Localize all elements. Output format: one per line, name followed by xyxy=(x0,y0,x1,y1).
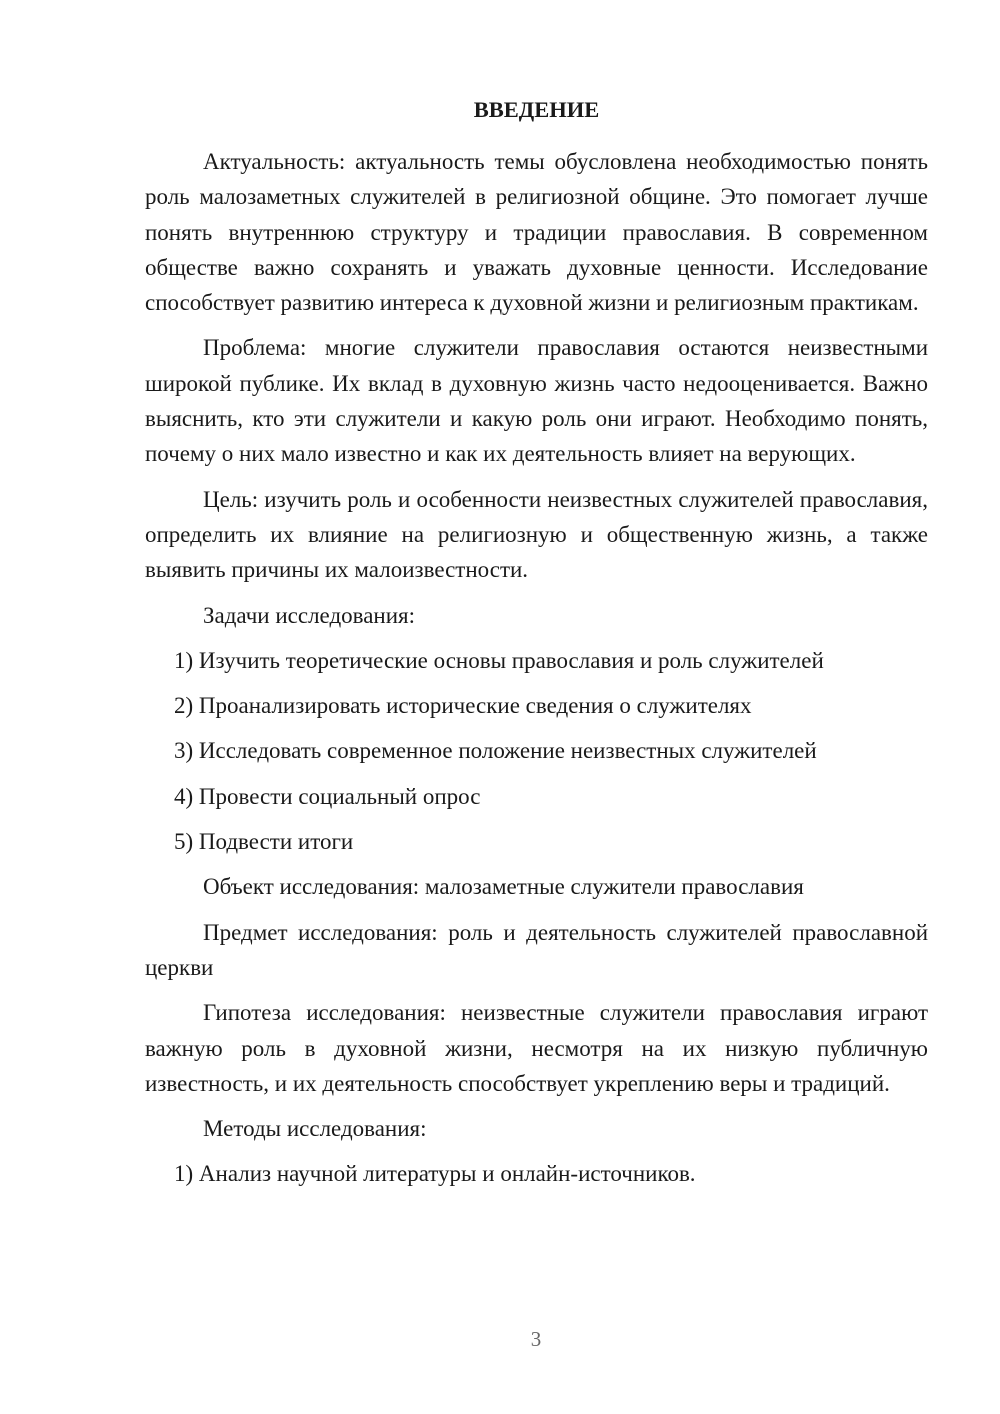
task-item: 5) Подвести итоги xyxy=(174,829,354,855)
method-item: 1) Анализ научной литературы и онлайн-источников. xyxy=(174,1161,696,1187)
tasks-heading: Задачи исследования: xyxy=(203,602,416,628)
problem-paragraph: Проблема: многие служители православия остаются неизвестными широкой публике. Их вклад в духовную жизнь часто недооценивается. Важно выяснить, кто эти служители и какую роль они играют. Необходимо понять, почему о них мало известно и как их деятельность влияет на верующих. xyxy=(145,335,928,467)
hypothesis-paragraph: Гипотеза исследования: неизвестные служители православия играют важную роль в духовной жизни, несмотря на их низкую публичную известность, и их деятельность способствует укреплению веры и традиций. xyxy=(145,1000,928,1096)
object-line: Объект исследования: малозаметные служители православия xyxy=(203,874,804,900)
page-title: ВВЕДЕНИЕ xyxy=(473,97,600,122)
task-item: 4) Провести социальный опрос xyxy=(174,783,481,809)
task-item: 2) Проанализировать исторические сведения о служителях xyxy=(174,693,752,719)
page-content xyxy=(145,92,928,1202)
page-number: 3 xyxy=(530,1327,542,1351)
goal-paragraph: Цель: изучить роль и особенности неизвестных служителей православия, определить их влияние на религиозную и общественную жизнь, а также выявить причины их малоизвестности. xyxy=(145,486,928,583)
subject-paragraph: Предмет исследования: роль и деятельность служителей православной церкви xyxy=(145,919,928,980)
task-item: 3) Исследовать современное положение неизвестных служителей xyxy=(174,738,817,764)
relevance-paragraph: Актуальность: актуальность темы обусловлена необходимостью понять роль малозаметных служителей в религиозной общине. Это помогает лучше понять внутреннюю структуру и традиции православия. В современном обществе важно сохранять и уважать духовные ценности. Исследование способствует развитию интереса к духовной жизни и религиозным практикам. xyxy=(145,149,928,316)
methods-heading: Методы исследования: xyxy=(203,1116,427,1142)
task-item: 1) Изучить теоретические основы православия и роль служителей xyxy=(174,647,824,673)
